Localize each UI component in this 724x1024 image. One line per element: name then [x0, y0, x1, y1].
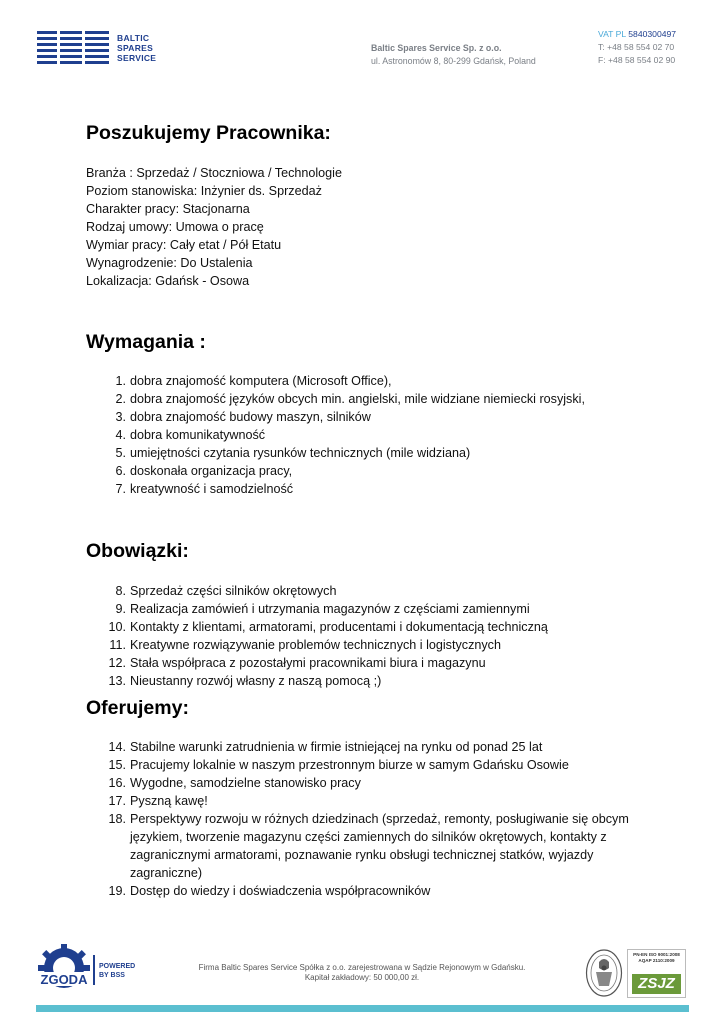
- job-detail-line: Poziom stanowiska: Inżynier ds. Sprzedaż: [86, 184, 322, 198]
- offer-list: [104, 738, 630, 900]
- item-number: 2 .: [104, 390, 126, 408]
- logo-text: [117, 33, 156, 63]
- item-text: dobra znajomość budowy maszyn, silników: [130, 410, 371, 424]
- item-number: 9 .: [104, 600, 126, 618]
- item-number: 15 .: [104, 756, 126, 774]
- vat-line: [598, 28, 676, 41]
- item-text: Kontakty z klientami, armatorami, producentami i dokumentacją techniczną: [130, 620, 548, 634]
- list-item: [104, 672, 630, 690]
- item-text: Nieustanny rozwój własny z naszą pomocą ;): [130, 674, 382, 688]
- item-text: Stała współpraca z pozostałymi pracownikami biura i magazynu: [130, 656, 486, 670]
- item-text: Realizacja zamówień i utrzymania magazynów z częściami zamiennymi: [130, 602, 530, 616]
- item-text: dobra znajomość języków obcych min. angielski, mile widziane niemiecki rosyjski,: [130, 392, 585, 406]
- item-number: 10 .: [104, 618, 126, 636]
- list-item: [104, 792, 630, 810]
- item-text: Kreatywne rozwiązywanie problemów technicznych i logistycznych: [130, 638, 501, 652]
- list-item: [104, 654, 630, 672]
- list-item: [104, 738, 630, 756]
- company-name: Baltic Spares Service Sp. z o.o.: [371, 43, 502, 53]
- list-item: [104, 636, 630, 654]
- contact-info: [598, 28, 676, 67]
- logo-line-2: SPARES: [117, 43, 154, 53]
- item-number: 12 .: [104, 654, 126, 672]
- list-item: [104, 426, 630, 444]
- registry-line-1: Firma Baltic Spares Service Spółka z o.o. zarejestrowana w Sądzie Rejonowym w Gdańsku.: [198, 963, 526, 972]
- duties-heading: Obowiązki:: [86, 540, 189, 562]
- item-number: 4 .: [104, 426, 126, 444]
- logo-line-3: SERVICE: [117, 53, 157, 63]
- list-item: [104, 408, 630, 426]
- list-item: [104, 810, 630, 882]
- item-number: 19 .: [104, 882, 126, 900]
- seal-icon: [585, 948, 623, 998]
- requirements-heading: Wymagania :: [86, 331, 206, 353]
- cert-iso-text: [628, 952, 685, 963]
- item-text: kreatywność i samodzielność: [130, 482, 294, 496]
- bss-logo-icon: [37, 29, 111, 67]
- cert-line-1: PN-EN ISO 9001:2008: [633, 952, 680, 957]
- item-text: dobra komunikatywność: [130, 428, 266, 442]
- item-text: Wygodne, samodzielne stanowisko pracy: [130, 776, 361, 790]
- duties-list: [104, 582, 630, 690]
- list-item: [104, 600, 630, 618]
- vat-number: 5840300497: [628, 29, 677, 39]
- powered-line-1: POWERED: [99, 963, 136, 970]
- fax-number: F: +48 58 554 02 90: [598, 55, 676, 65]
- company-address: ul. Astronomów 8, 80-299 Gdańsk, Poland: [371, 56, 536, 66]
- item-number: 13 .: [104, 672, 126, 690]
- list-item: [104, 390, 630, 408]
- job-detail-line: Lokalizacja: Gdańsk - Osowa: [86, 274, 250, 288]
- list-item: [104, 582, 630, 600]
- job-detail-line: Charakter pracy: Stacjonarna: [86, 202, 250, 216]
- job-detail-line: Rodzaj umowy: Umowa o pracę: [86, 220, 264, 234]
- list-item: [104, 480, 630, 498]
- footer-divider: [93, 955, 95, 985]
- job-detail-line: Wynagrodzenie: Do Ustalenia: [86, 256, 253, 270]
- item-number: 17 .: [104, 792, 126, 810]
- footer-accent-bar: [36, 1005, 689, 1012]
- item-text: Pyszną kawę!: [130, 794, 208, 808]
- list-item: [104, 774, 630, 792]
- page-title: Poszukujemy Pracownika:: [86, 122, 331, 144]
- item-number: 5 .: [104, 444, 126, 462]
- certificate-badge: [627, 949, 686, 998]
- list-item: [104, 756, 630, 774]
- phone-number: T: +48 58 554 02 70: [598, 42, 675, 52]
- item-number: 16 .: [104, 774, 126, 792]
- company-logo: [37, 29, 156, 67]
- cert-line-2: AQAP 2110:2009: [638, 957, 675, 963]
- item-text: umiejętności czytania rysunków technicznych (mile widziana): [130, 446, 471, 460]
- list-item: [104, 882, 630, 900]
- requirements-list: [104, 372, 630, 498]
- item-number: 8 .: [104, 582, 126, 600]
- logo-line-1: BALTIC: [117, 33, 150, 43]
- item-text: doskonała organizacja pracy,: [130, 464, 293, 478]
- list-item: [104, 618, 630, 636]
- item-number: 14 .: [104, 738, 126, 756]
- offer-heading: Oferujemy:: [86, 697, 189, 719]
- item-text: Stabilne warunki zatrudnienia w firmie istniejącej na rynku od ponad 25 lat: [130, 740, 543, 754]
- item-number: 6 .: [104, 462, 126, 480]
- list-item: [104, 444, 630, 462]
- item-text: dobra znajomość komputera (Microsoft Office),: [130, 374, 392, 388]
- item-number: 1 .: [104, 372, 126, 390]
- item-number: 3 .: [104, 408, 126, 426]
- job-detail-line: Wymiar pracy: Cały etat / Pół Etatu: [86, 238, 282, 252]
- item-text: Pracujemy lokalnie w naszym przestronnym biurze w samym Gdańsku Osowie: [130, 758, 569, 772]
- item-text: Perspektywy rozwoju w różnych dziedzinach (sprzedaż, remonty, posługiwanie się obcym językiem, tworzenie magazynu części zamiennych do silników okrętowych, kontakty z zagranicznymi armatorami, poznawanie rynku obsługi technicznej statków, wyjazdy zagraniczne): [130, 812, 629, 880]
- powered-line-2: BY BSS: [99, 972, 125, 979]
- item-text: Sprzedaż części silników okrętowych: [130, 584, 337, 598]
- item-number: 11 .: [104, 636, 126, 654]
- item-number: 7 .: [104, 480, 126, 498]
- item-number: 18 .: [104, 810, 126, 828]
- item-text: Dostęp do wiedzy i doświadczenia współpracowników: [130, 884, 431, 898]
- job-detail-line: Branża : Sprzedaż / Stoczniowa / Technologie: [86, 166, 342, 180]
- zgoda-logo-icon: [36, 944, 92, 996]
- company-info: [371, 42, 536, 68]
- vat-label: VAT PL: [598, 29, 626, 39]
- list-item: [104, 462, 630, 480]
- registry-line-2: Kapitał zakładowy: 50 000,00 zł.: [304, 973, 420, 982]
- powered-by: [99, 962, 135, 980]
- registry-info: [190, 963, 534, 983]
- list-item: [104, 372, 630, 390]
- zgoda-label: ZGODA: [40, 972, 88, 987]
- zsjz-logo: ZSJZ: [632, 974, 681, 994]
- job-details: [86, 164, 342, 290]
